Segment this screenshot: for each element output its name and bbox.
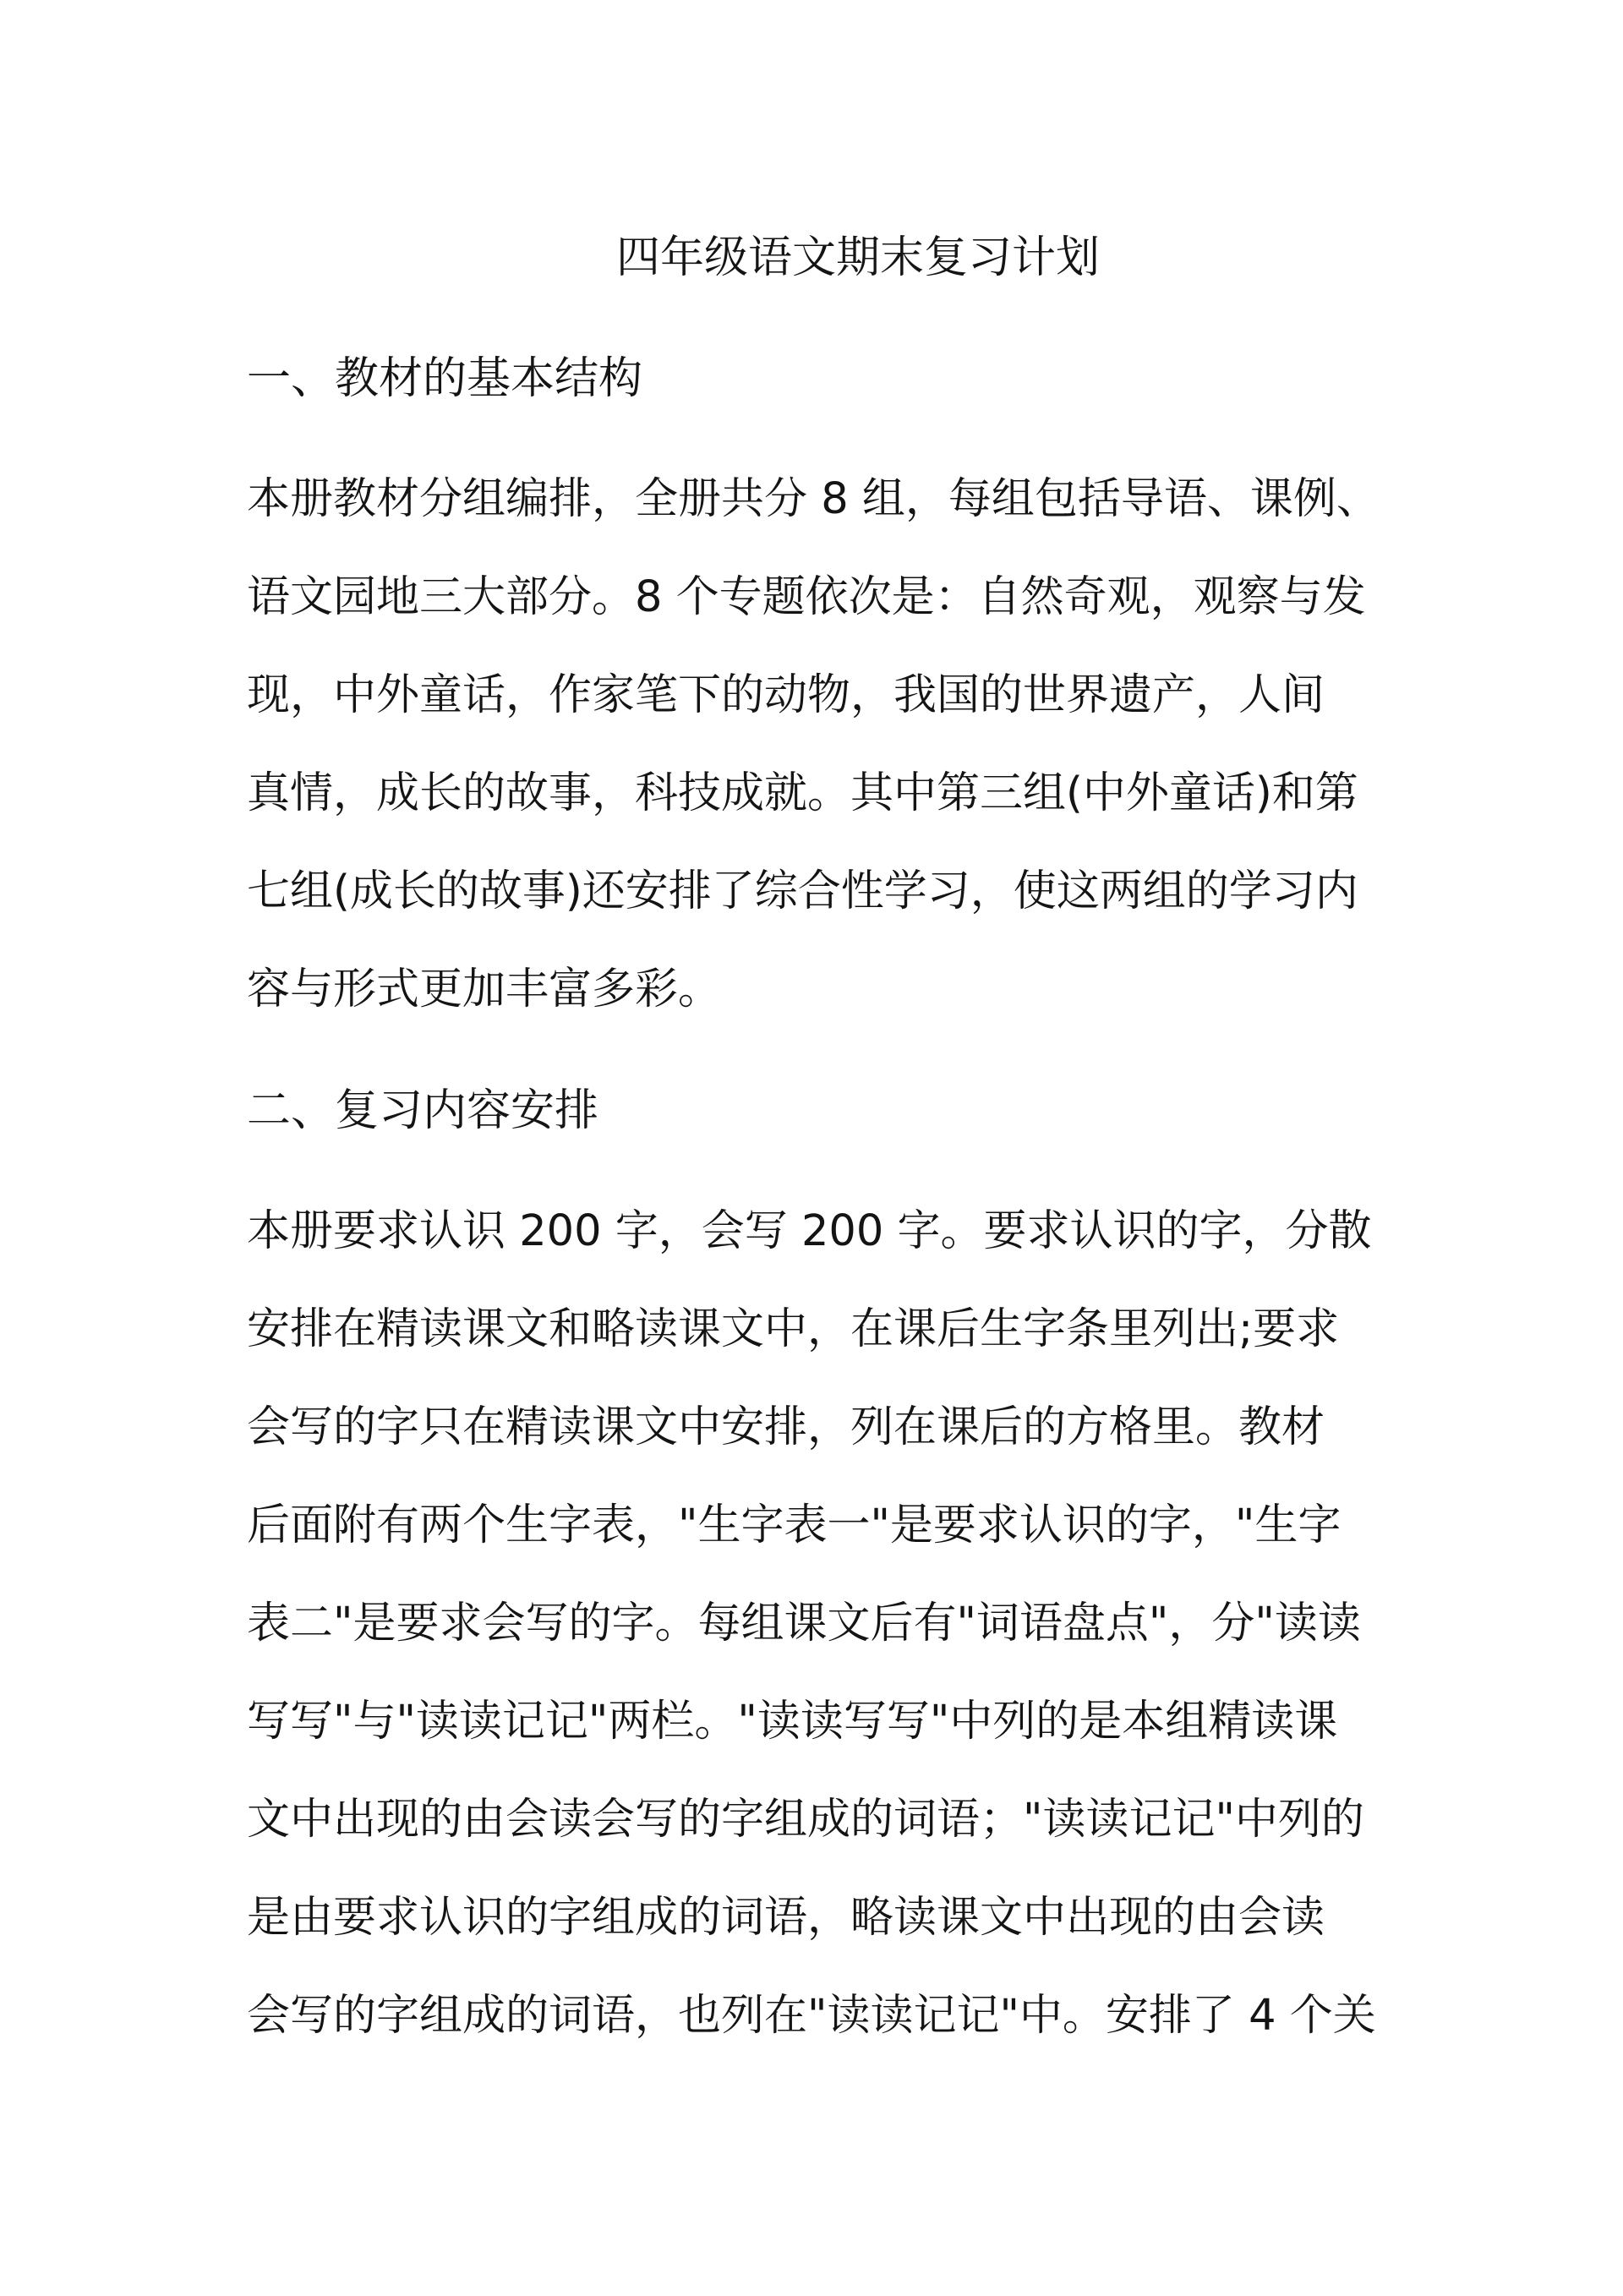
paragraph-line: 本册要求认识 200 字，会写 200 字。要求认识的字，分散 [247,1206,1372,1256]
paragraph-line: 安排在精读课文和略读课文中，在课后生字条里列出;要求 [247,1304,1340,1354]
paragraph-line: 语文园地三大部分。8 个专题依次是：自然奇观，观察与发 [247,572,1366,622]
paragraph-line: 现，中外童话，作家笔下的动物，我国的世界遗产，人间 [247,670,1325,720]
section-heading: 一、教材的基本结构 [247,353,643,404]
paragraph-line: 真情，成长的故事，科技成就。其中第三组(中外童话)和第 [247,768,1358,818]
paragraph-line: 写写"与"读读记记"两栏。"读读写写"中列的是本组精读课 [247,1697,1338,1747]
paragraph-line: 七组(成长的故事)还安排了综合性学习，使这两组的学习内 [247,866,1358,916]
paragraph-line: 容与形式更加丰富多彩。 [247,965,722,1014]
paragraph-line: 会写的字组成的词语，也列在"读读记记"中。安排了 4 个关 [247,1991,1376,2041]
document-body [247,209,1430,2065]
paragraph-line: 表二"是要求会写的字。每组课文后有"词语盘点"，分"读读 [247,1599,1361,1648]
document-title: 四年级语文期末复习计划 [615,232,1100,283]
paragraph [247,451,1430,1039]
paragraph-line: 是由要求认识的字组成的词语，略读课文中出现的由会读 [247,1893,1325,1943]
paragraph-line: 文中出现的由会读会写的字组成的词语；"读读记记"中列的 [247,1795,1364,1845]
paragraph-line: 会写的字只在精读课文中安排，列在课后的方格里。教材 [247,1402,1325,1452]
paragraph-line: 后面附有两个生字表，"生字表一"是要求认识的字，"生字 [247,1501,1342,1550]
paragraph-line: 本册教材分组编排，全册共分 8 组，每组包括导语、课例、 [247,474,1380,524]
section-heading: 二、复习内容安排 [247,1085,599,1136]
paragraph [247,1183,1430,2065]
